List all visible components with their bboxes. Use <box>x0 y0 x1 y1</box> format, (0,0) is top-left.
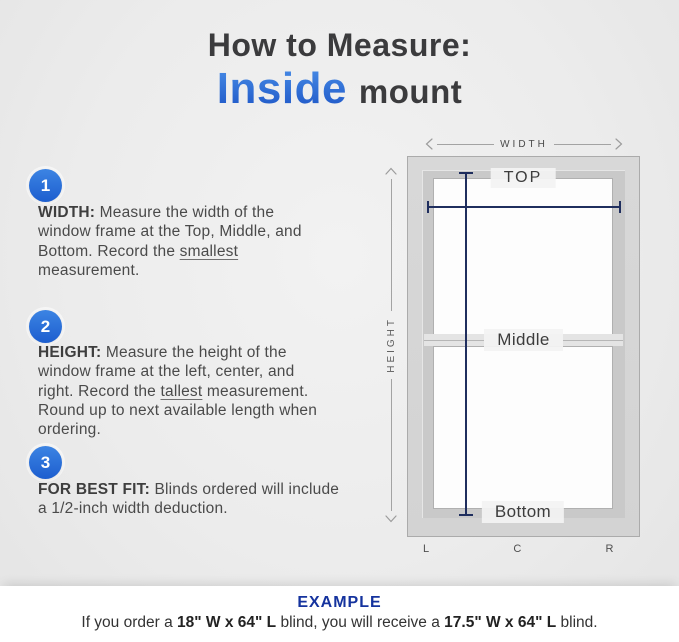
marker-center: C <box>513 543 522 555</box>
subtitle-accent: Inside <box>216 64 347 113</box>
middle-rail <box>424 330 623 349</box>
chevron-left-icon <box>425 138 433 150</box>
width-dimension-arrow <box>425 137 623 151</box>
window-pane-upper <box>433 178 613 335</box>
marker-left: L <box>423 543 430 555</box>
rail-line <box>563 340 623 341</box>
window-pane-lower <box>433 346 613 509</box>
arrow-line <box>391 379 392 511</box>
step-3-text: FOR BEST FIT: Blinds ordered will include a 1/2-inch width deduction. <box>38 481 340 518</box>
chevron-right-icon <box>615 138 623 150</box>
page-title: How to Measure: <box>207 27 472 63</box>
rail-line <box>424 340 484 341</box>
example-heading: EXAMPLE <box>297 594 382 611</box>
middle-label: Middle <box>484 329 562 351</box>
example-section <box>0 586 679 642</box>
height-label: HEIGHT <box>385 317 397 373</box>
chevron-down-icon <box>385 515 397 523</box>
step-3-badge: 3 <box>29 446 62 479</box>
arrow-line <box>437 144 494 145</box>
width-label: WIDTH <box>500 138 548 150</box>
height-measure-line <box>465 172 467 516</box>
example-text: If you order a 18" W x 64" L blind, you will receive a 17.5" W x 64" L blind. <box>81 614 598 631</box>
arrow-line <box>391 179 392 311</box>
bottom-label: Bottom <box>482 501 564 523</box>
arrow-line <box>554 144 611 145</box>
step-2-text: HEIGHT: Measure the height of the window frame at the left, center, and right. Record the tallest measurement. Round up to next available length when ordering. <box>38 344 318 439</box>
bottom-markers <box>407 543 640 555</box>
step-2-badge: 2 <box>29 310 62 343</box>
step-1-text: WIDTH: Measure the width of the window frame at the Top, Middle, and Bottom. Record the smallest measurement. <box>38 204 302 279</box>
page-subtitle <box>0 64 679 114</box>
width-measure-line <box>427 206 621 208</box>
height-dimension-arrow <box>384 167 398 523</box>
title-block <box>0 27 679 114</box>
step-1-badge: 1 <box>29 169 62 202</box>
chevron-up-icon <box>385 167 397 175</box>
subtitle-rest: mount <box>358 73 463 110</box>
top-label: TOP <box>491 168 556 188</box>
marker-right: R <box>605 543 614 555</box>
